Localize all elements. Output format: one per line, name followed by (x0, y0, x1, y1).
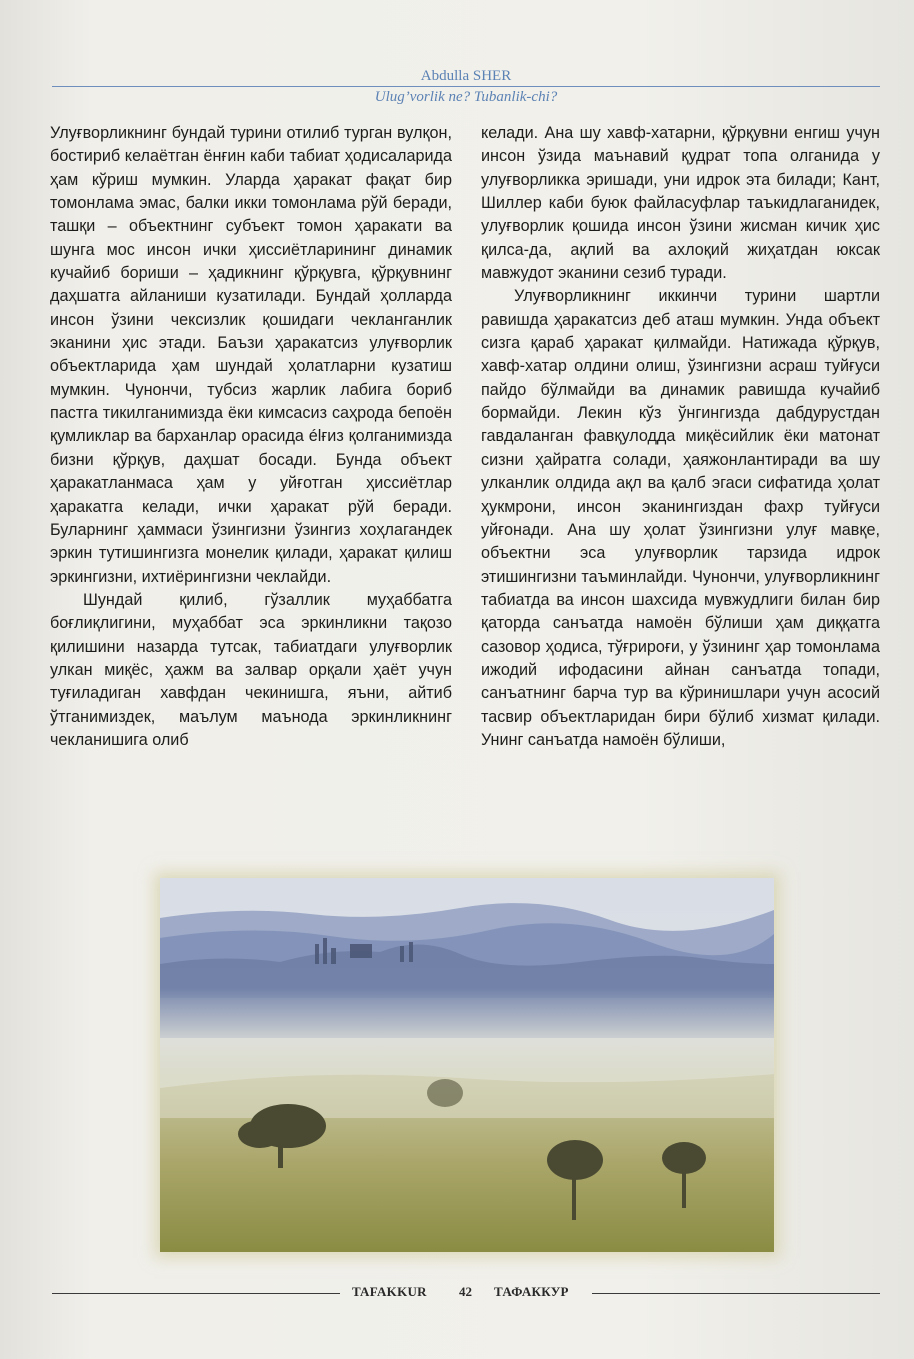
running-header (52, 66, 880, 107)
page-number: 42 (459, 1284, 472, 1299)
right-text-column (481, 122, 880, 752)
right-paragraph-1: келади. Ана шу хавф-хатарни, қўрқувни енгиш учун инсон ўзида маънавий қудрат топа олганида у улуғворликка эришади, уни идрок эта билади; Кант, Шиллер каби буюк файласуфлар таъкидлаганидек, улуғворлик қошида инсон ўзини жисман кичик ҳис қилса-да, ақлий ва ахлоқий жиҳатдан юксак мавжудот эканини сезиб туради. (481, 124, 880, 283)
right-paragraph-2: Улуғворликнинг иккинчи турини шартли равишда ҳаракатсиз деб аташ мумкин. Унда объект сизга қараб ҳаракат қилмайди. Натижада қўрқув, хавф-хатар олдини олиш, ўзингизни асраш туйғуси пайдо бўлмайди ва динамик равишда кучайиб бормайди. Лекин кўз ўнгингизда дабдурустдан гавдаланган фавқулодда миқёсийлик ёки матонат сизни ҳайратга солади, ҳаяжонлантиради ва шу улканлик олдида ақл ва қалб эгаси сифатида ҳолат ҳукмрони, инсон эканингиздан фахр туйғуси уйғонади. Ана шу ҳолат ўзингизни улуғ мавқе, объектни эса улуғворлик тарзида идрок этишингизни таъминлайди. Чунончи, улуғворликнинг табиатда ва инсон шахсида мувжудлиги билан бир қаторда санъатда намоён бўлиши ҳам диққатга сазовор ҳодиса, тўғрироғи, у ўзининг ҳар томонлама ижодий ифодасини айнан санъатда топади, санъатнинг барча тур ва кўринишлари учун асосий тасвир объектларидан бири бўлиб хизмат қилади. Унинг санъатда намоён бўлиши, (481, 287, 880, 749)
landscape-illustration (160, 878, 774, 1252)
footer-magazine-latin: TAFAKKUR (352, 1284, 427, 1299)
left-text-column (50, 122, 452, 752)
left-paragraph-1: Улуғворликнинг бундай турини отилиб турган вулқон, бостириб келаётган ёнғин каби табиат ҳодисаларида ҳам кўриш мумкин. Уларда ҳаракат фақат бир томонлама эмас, балки икки томонлама рўй беради, ташқи – объектнинг субъект томон ҳаракати ва шунга мос инсон ички ҳиссиётларининг динамик кучайиб бориши – ҳадикнинг қўрқувга, қўрқувнинг даҳшатга айланиши кузатилади. Бундай ҳолларда инсон ўзини чексизлик қошидаги чекланганлик эканини ҳис этади. Баъзи ҳаракатсиз улуғворлик объектларида ҳам шундай ҳолатларни кузатиш мумкин. Чунончи, тубсиз жарлик лабига бориб пастга тикилганимизда ёки кимсасиз саҳрода бепоён қумликлар ва барханлар орасида élғиз қолганимизда бизни қўрқув, даҳшат босади. Бунда объект ҳаракатланмаса ҳам у уйғотган ҳиссиётлар ҳаракатга келади, ички ҳаракат рўй беради. Буларнинг ҳаммаси ўзингизни ўзингиз хоҳлагандек эркин тутишингизга монелик қилади, ҳаракат қилиш эркингизни, ихтиёрингизни чеклайди. (50, 124, 452, 586)
footer-rule-right (592, 1293, 880, 1294)
header-author: Abdulla SHER (420, 68, 512, 84)
header-subtitle: Ulug’vorlik ne? Tubanlik-chi? (374, 89, 558, 105)
footer-magazine-cyrillic: ТАФАККУР (494, 1284, 569, 1299)
page-footer (52, 1283, 880, 1303)
misty-landscape-photo (160, 878, 774, 1252)
left-paragraph-2: Шундай қилиб, гўзаллик муҳаббатга боғлиқлигини, муҳаббат эса эркинликни тақозо қилишини назарда тутсак, табиатдаги улуғворлик улкан миқёс, ҳажм ва залвар орқали ҳаёт учун туғиладиган хавфдан чекинишга, яъни, айтиб ўтганимиздек, маълум маънода эркинликнинг чекланишига олиб (50, 590, 452, 749)
footer-rule-left (52, 1293, 340, 1294)
